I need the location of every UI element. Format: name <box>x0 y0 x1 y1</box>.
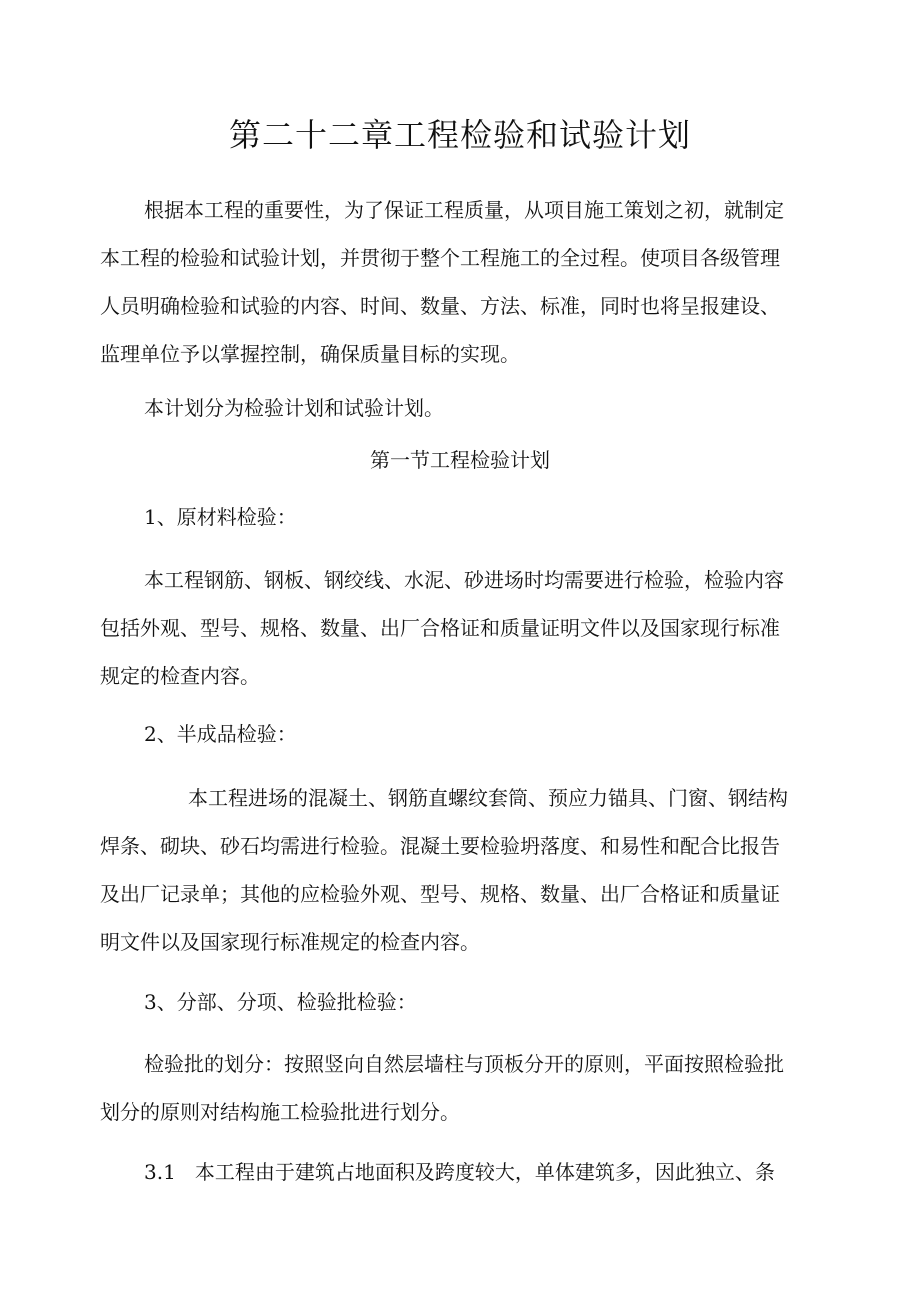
intro-line-2: 本工程的检验和试验计划，并贯彻于整个工程施工的全过程。使项目各级管理 <box>100 246 780 270</box>
intro-line-4: 监理单位予以掌握控制，确保质量目标的实现。 <box>100 342 520 366</box>
plan-split-text: 本计划分为检验计划和试验计划。 <box>144 396 444 420</box>
item3-line-2: 划分的原则对结构施工检验批进行划分。 <box>100 1100 460 1124</box>
item1-heading: 1、原材料检验： <box>144 505 297 529</box>
item1-line-2: 包括外观、型号、规格、数量、出厂合格证和质量证明文件以及国家现行标准 <box>100 616 780 640</box>
intro-line-1: 根据本工程的重要性，为了保证工程质量，从项目施工策划之初，就制定 <box>144 198 784 222</box>
section-heading: 第一节工程检验计划 <box>370 448 550 472</box>
page-title: 第二十二章工程检验和试验计划 <box>228 116 691 154</box>
item3-heading: 3、分部、分项、检验批检验： <box>144 990 417 1014</box>
item3-line-1: 检验批的划分：按照竖向自然层墙柱与顶板分开的原则，平面按照检验批 <box>144 1052 784 1076</box>
item2-line-4: 明文件以及国家现行标准规定的检查内容。 <box>100 930 480 954</box>
item2-line-2: 焊条、砌块、砂石均需进行检验。混凝土要检验坍落度、和易性和配合比报告 <box>100 834 780 858</box>
intro-line-3: 人员明确检验和试验的内容、时间、数量、方法、标准，同时也将呈报建设、 <box>100 294 780 318</box>
item2-line-3: 及出厂记录单；其他的应检验外观、型号、规格、数量、出厂合格证和质量证 <box>100 882 780 906</box>
item1-line-1: 本工程钢筋、钢板、钢绞线、水泥、砂进场时均需要进行检验，检验内容 <box>144 568 784 592</box>
item2-line-1: 本工程进场的混凝土、钢筋直螺纹套筒、预应力锚具、门窗、钢结构 <box>188 786 788 810</box>
item1-line-3: 规定的检查内容。 <box>100 664 260 688</box>
item2-heading: 2、半成品检验： <box>144 722 297 746</box>
item3-1-text: 3.1 本工程由于建筑占地面积及跨度较大，单体建筑多，因此独立、条 <box>144 1160 775 1184</box>
